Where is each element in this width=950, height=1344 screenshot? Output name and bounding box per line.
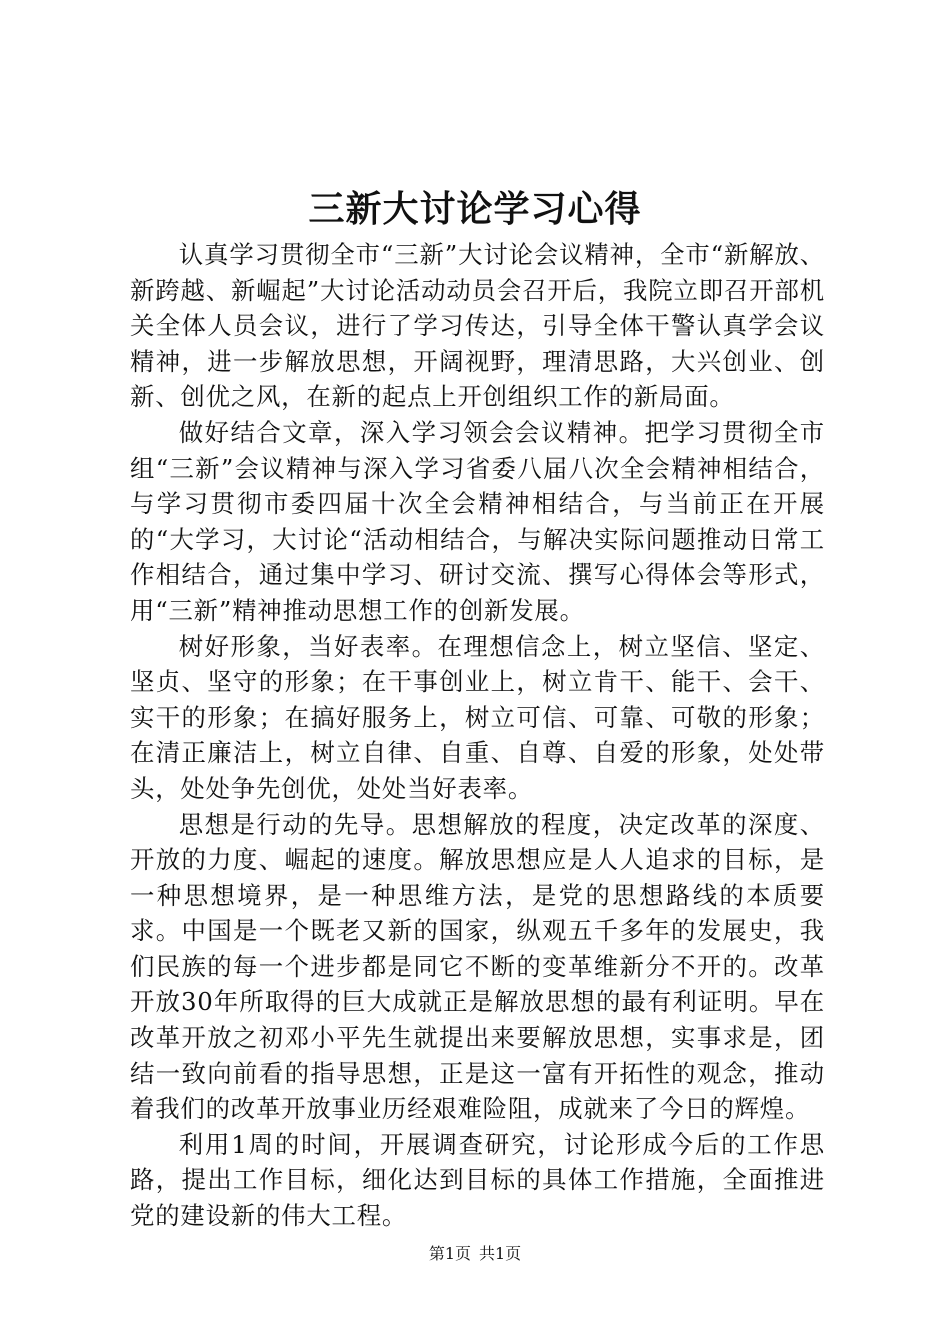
document-title: 三新大讨论学习心得 bbox=[308, 188, 642, 230]
paragraph-1: 认真学习贯彻全市“三新”大讨论会议精神，全市“新解放、新跨越、新崛起”大讨论活动动员会召开后，我院立即召开部机关全体人员会议，进行了学习传达，引导全体干警认真学会议精神，进一步解放思想，开阔视野，理清思路，大兴创业、创新、创优之风，在新的起点上开创组织工作的新局面。 bbox=[130, 240, 825, 412]
page-footer bbox=[0, 1243, 950, 1265]
document-body bbox=[130, 237, 825, 1234]
page-total: 共1页 bbox=[479, 1244, 522, 1263]
paragraph-3: 树好形象，当好表率。在理想信念上，树立坚信、坚定、坚贞、坚守的形象；在干事创业上，树立肯干、能干、会干、实干的形象；在搞好服务上，树立可信、可靠、可敬的形象；在清正廉洁上，树立自律、自重、自尊、自爱的形象，处处带头，处处争先创优，处处当好表率。 bbox=[130, 631, 825, 803]
page-number: 第1页 bbox=[428, 1244, 471, 1263]
paragraph-5: 利用1周的时间，开展调查研究，讨论形成今后的工作思路，提出工作目标，细化达到目标的具体工作措施，全面推进党的建设新的伟大工程。 bbox=[130, 1129, 825, 1231]
paragraph-2: 做好结合文章，深入学习领会会议精神。把学习贯彻全市组“三新”会议精神与深入学习省委八届八次全会精神相结合，与学习贯彻市委四届十次全会精神相结合，与当前正在开展的“大学习，大讨论“活动相结合，与解决实际问题推动日常工作相结合，通过集中学习、研讨交流、撰写心得体会等形式，用“三新”精神推动思想工作的创新发展。 bbox=[130, 417, 825, 625]
paragraph-4: 思想是行动的先导。思想解放的程度，决定改革的深度、开放的力度、崛起的速度。解放思想应是人人追求的目标，是一种思想境界，是一种思维方法，是党的思想路线的本质要求。中国是一个既老又新的国家，纵观五千多年的发展史，我们民族的每一个进步都是同它不断的变革维新分不开的。改革开放30年所取得的巨大成就正是解放思想的最有利证明。早在改革开放之初邓小平先生就提出来要解放思想，实事求是，团结一致向前看的指导思想，正是这一富有开拓性的观念，推动着我们的改革开放事业历经艰难险阻，成就来了今日的辉煌。 bbox=[130, 809, 825, 1124]
